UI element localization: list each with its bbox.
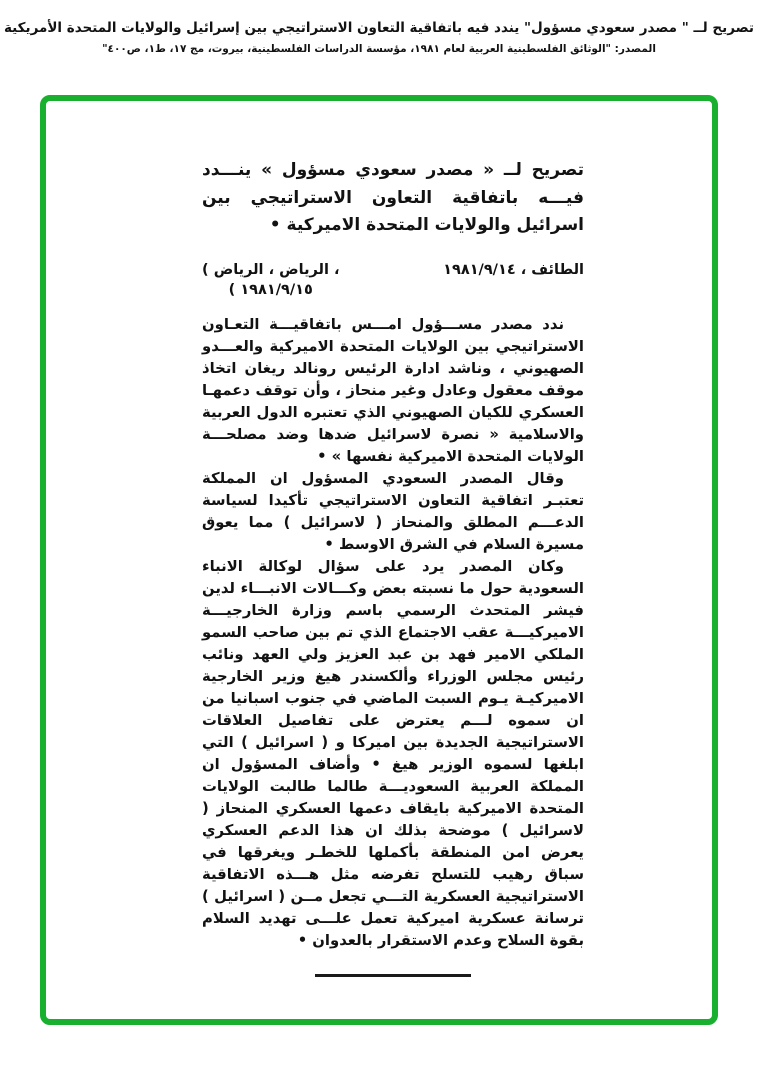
header-source-citation: المصدر: "الوثائق الفلسطينية العربية لعام ١٩٨١، مؤسسة الدراسات الفلسطينية، بيروت، مج ١٧، ط١، ص٤٠٠" xyxy=(102,43,656,55)
dateline-source-line1: ( الرياض ، الرياض ، xyxy=(202,261,340,278)
dateline-place-date: الطائف ، ١٩٨١/٩/١٤ xyxy=(443,261,584,278)
document-body xyxy=(202,314,584,952)
dateline-source xyxy=(202,262,340,298)
paragraph-1: ندد مصدر مســـؤول امـــس باتفاقيـــة التعـاون الاستراتيجي بين الولايات المتحدة الاميركية والعـــدو الصهيوني ، وناشد ادارة الرئيس رونالد ريغان اتخاذ موقف معقول وعادل وغير منحاز ، وأن توقف دعمهـا العسكري للكيان الصهيوني الذي تعتبره الدول العربية والاسلامية « نصرة لاسرائيل ضدها وضد مصلحـــة الولايات المتحدة الاميركية نفسها » • xyxy=(202,315,584,465)
document-frame xyxy=(40,95,718,1025)
scanned-document xyxy=(202,157,584,977)
dateline-source-line2: ( ١٩٨١/٩/١٥ xyxy=(228,281,313,298)
dateline xyxy=(202,262,584,298)
document-title: تصريح لــ « مصدر سعودي مسؤول » ينـــدد فيـــه باتفاقية التعاون الاستراتيجي بين اسرائيل والولايات المتحدة الاميركية • xyxy=(202,160,584,236)
header-title: تصريح لــ " مصدر سعودي مسؤول" يندد فيه باتفاقية التعاون الاستراتيجي بين إسرائيل والولايات المتحدة الأمريكية xyxy=(3,20,755,36)
paragraph-2: وقال المصدر السعودي المسؤول ان المملكة تعتبـر اتفاقية التعاون الاستراتيجي تأكيدا لسياسة الدعـــم المطلق والمنحاز ( لاسرائيل ) مما يعوق مسيرة السلام في الشرق الاوسط • xyxy=(202,469,584,553)
page-header xyxy=(0,0,758,55)
end-divider xyxy=(315,974,471,977)
paragraph-3: وكان المصدر يرد على سؤال لوكالة الانباء السعودية حول ما نسبته بعض وكـــالات الانبـــاء لدين فيشر المتحدث الرسمي باسم وزارة الخارجيـــة الاميركيـــة عقب الاجتماع الذي تم بين صاحب السمو الملكي الامير فهد بن عبد العزيز ولي العهد ونائب رئيس مجلس الوزراء وألكسندر هيغ وزير الخارجية الاميركيـة يـوم السبت الماضي في جنوب اسبانيا من ان سموه لـــم يعترض على تفاصيل العلاقات الاستراتيجية الجديدة بين اميركا و ( اسرائيل ) التي ابلغها لسموه الوزير هيغ • وأضاف المسؤول ان المملكة العربية السعوديـــة طالما طالبت الولايات المتحدة الاميركية بايقاف دعمها العسكري المنحاز ( لاسرائيل ) موضحة بذلك ان هذا الدعم العسكري يعرض امن المنطقة بأكملها للخطـر ويغرقها في سباق رهيب للتسلح تفرضه مثل هـــذه الاتفاقية الاستراتيجية العسكرية التـــي تجعل مــن ( اسرائيل ) ترسانة عسكرية اميركية تعمل علـــى تهديد السلام بقوة السلاح وعدم الاستقرار بالعدوان • xyxy=(202,557,584,949)
